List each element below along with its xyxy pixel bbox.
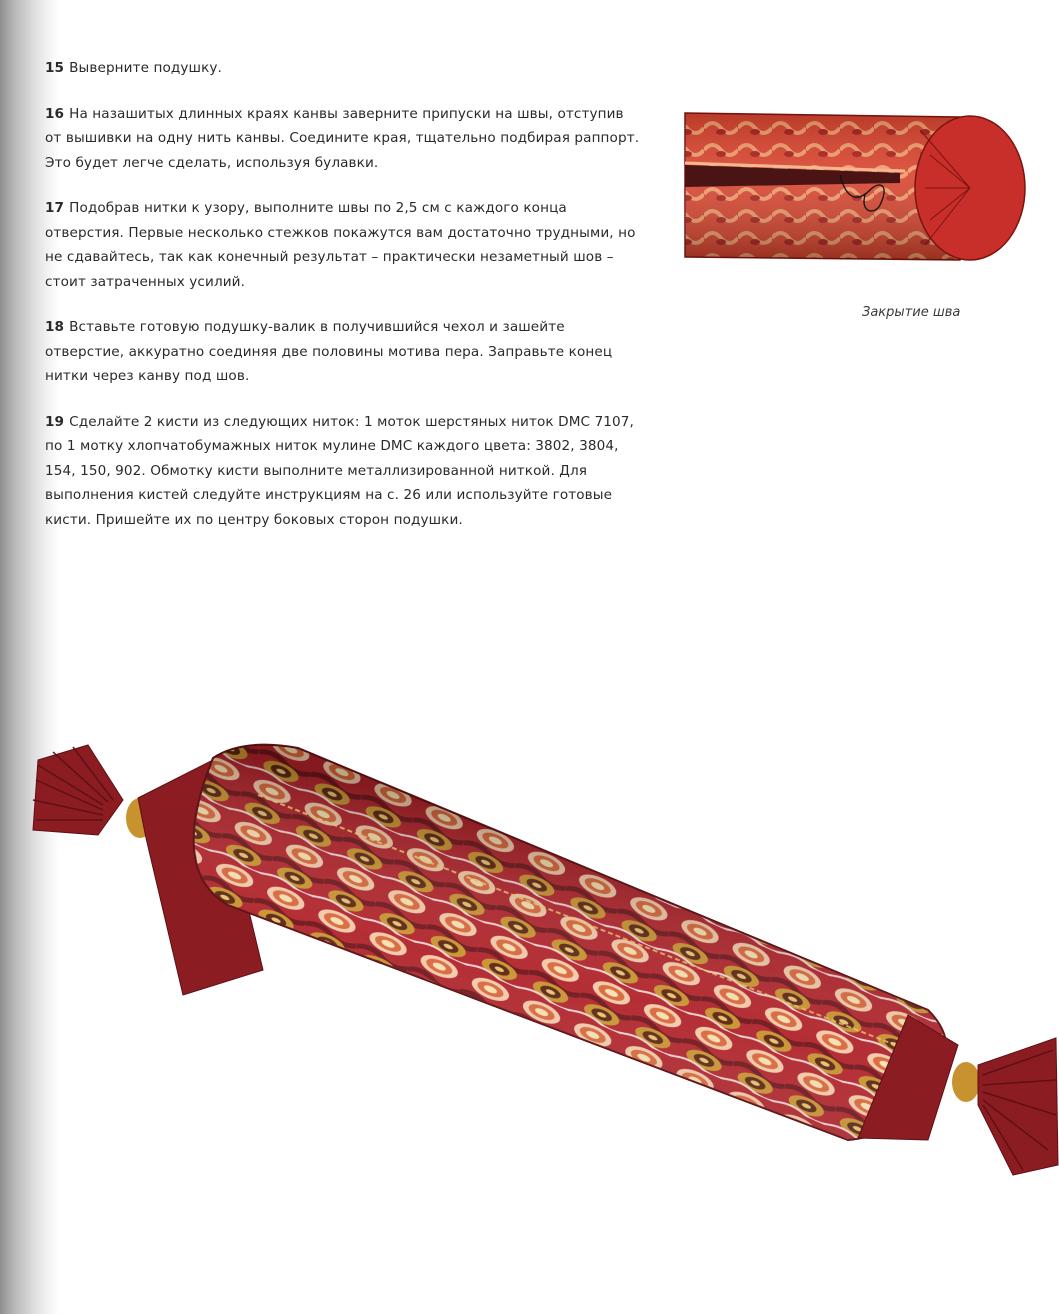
illustration-caption: Закрытие шва [862, 305, 961, 320]
instructions-column [45, 56, 640, 553]
step-text: Выверните подушку. [69, 60, 222, 76]
step-17 [45, 196, 640, 294]
bolster-pillow-photo [28, 720, 1059, 1180]
step-number: 19 [45, 413, 65, 430]
seam-closing-illustration [670, 95, 1040, 280]
pillow-shading [194, 745, 946, 1140]
step-text: На назашитых длинных краях канвы заверните припуски на швы, отступив от вышивки на одну нить канвы. Соедините края, тщательно подбирая раппорт. Это будет легче сделать, используя булавки. [45, 105, 640, 171]
right-tassel [952, 1038, 1058, 1175]
right-tassel-binding [952, 1062, 980, 1102]
step-19 [45, 410, 640, 533]
step-15 [45, 56, 640, 81]
left-tassel [33, 745, 154, 838]
step-number: 17 [45, 200, 65, 216]
step-16 [45, 102, 640, 176]
step-18 [45, 315, 640, 389]
step-number: 15 [45, 60, 65, 76]
step-text: Подобрав нитки к узору, выполните швы по 2,5 см с каждого конца отверстия. Первые несколько стежков покажутся вам достаточно трудными, но не сдавайтесь, так как конечный результат – практически незаметный шов – стоит затраченных усилий. [45, 200, 636, 290]
step-number: 16 [45, 105, 65, 122]
step-number: 18 [45, 319, 65, 335]
step-text: Сделайте 2 кисти из следующих ниток: 1 моток шерстяных ниток DMC 7107, по 1 мотку хлопчатобумажных ниток мулине DMC каждого цвета: 3802, 3804, 154, 150, 902. Обмотку кисти выполните металлизированной ниткой. Для выполнения кистей следуйте инструкциям на с. 26 или используйте готовые кисти. Пришейте их по центру боковых сторон подушки. [45, 413, 634, 528]
step-text: Вставьте готовую подушку-валик в получившийся чехол и зашейте отверстие, аккуратно соединяя две половины мотива пера. Заправьте конец нитки через канву под шов. [45, 319, 613, 384]
